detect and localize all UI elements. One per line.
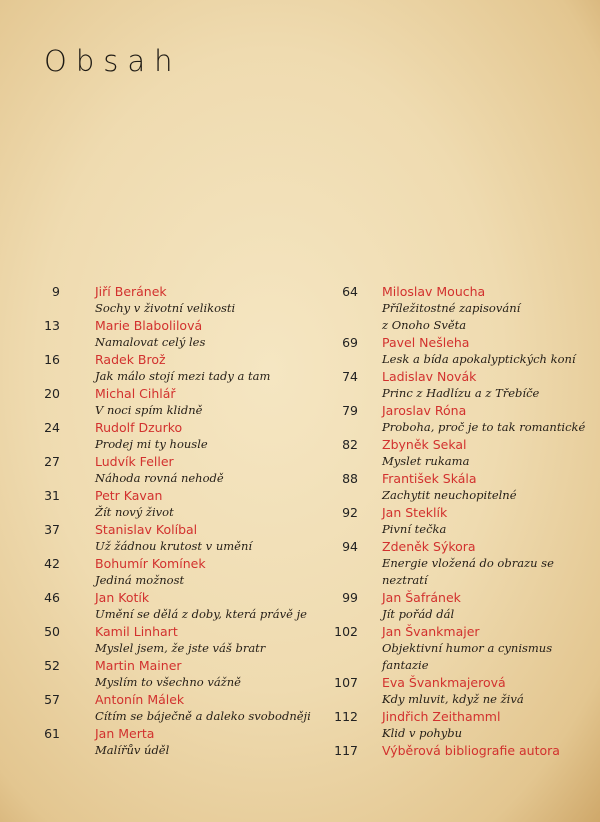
page-number: 24 <box>44 420 60 435</box>
page-number: 9 <box>52 284 60 299</box>
chapter-title: V noci spím klidně <box>95 403 203 417</box>
chapter-title: Namalovat celý les <box>95 335 206 349</box>
chapter-title: Myslím to všechno vážně <box>95 675 241 689</box>
page-number: 27 <box>44 454 60 469</box>
chapter-title: Myslet rukama <box>382 454 470 468</box>
author-name: Marie Blabolilová <box>95 318 203 333</box>
chapter-title: Myslel jsem, že jste váš bratr <box>95 641 266 655</box>
toc-entry[interactable] <box>320 674 600 708</box>
author-name: Jan Merta <box>95 726 155 741</box>
author-name: Petr Kavan <box>95 488 163 503</box>
chapter-title: Proboha, proč je to tak romantické <box>382 420 586 434</box>
chapter-title: Lesk a bída apokalyptických koní <box>382 352 576 366</box>
chapter-title: Prodej mi ty housle <box>95 437 208 451</box>
author-name: František Skála <box>382 471 477 486</box>
author-name: Jiří Beránek <box>95 284 167 299</box>
author-name: Bohumír Komínek <box>95 556 206 571</box>
chapter-title: fantazie <box>382 658 429 672</box>
toc-entry[interactable] <box>0 385 320 419</box>
chapter-title: Klid v pohybu <box>382 726 463 740</box>
page-number: 57 <box>44 692 60 707</box>
chapter-title: Sochy v životní velikosti <box>95 301 236 315</box>
page-number: 74 <box>342 369 358 384</box>
page-number: 46 <box>44 590 60 605</box>
author-name: Rudolf Dzurko <box>95 420 183 435</box>
toc-entry[interactable] <box>0 521 320 555</box>
toc-column-left <box>0 283 320 759</box>
page-number: 69 <box>342 335 358 350</box>
author-name: Antonín Málek <box>95 692 185 707</box>
toc-entry[interactable] <box>320 283 600 334</box>
chapter-title: Objektivní humor a cynismus <box>382 641 553 655</box>
toc-entry[interactable] <box>320 623 600 674</box>
toc-entry[interactable] <box>320 504 600 538</box>
toc-entry[interactable] <box>320 742 600 759</box>
chapter-title: neztratí <box>382 573 428 587</box>
chapter-title: Umění se dělá z doby, která právě je <box>95 607 307 621</box>
toc-column-right <box>320 283 600 759</box>
page-number: 13 <box>44 318 60 333</box>
author-name: Kamil Linhart <box>95 624 178 639</box>
toc-entry[interactable] <box>320 538 600 589</box>
chapter-title: z Onoho Světa <box>382 318 467 332</box>
chapter-title: Pivní tečka <box>382 522 447 536</box>
page-number: 82 <box>342 437 358 452</box>
author-name: Michal Cihlář <box>95 386 176 401</box>
toc-entry[interactable] <box>320 368 600 402</box>
author-name: Jan Šafránek <box>382 590 461 605</box>
page-number: 52 <box>44 658 60 673</box>
page-number: 117 <box>334 743 358 758</box>
chapter-title: Jediná možnost <box>95 573 185 587</box>
toc-entry[interactable] <box>320 402 600 436</box>
page-number: 37 <box>44 522 60 537</box>
chapter-title: Příležitostné zapisování <box>382 301 521 315</box>
author-name: Jan Švankmajer <box>382 624 480 639</box>
chapter-title: Zachytit neuchopitelné <box>382 488 517 502</box>
page-number: 79 <box>342 403 358 418</box>
page-number: 31 <box>44 488 60 503</box>
author-name: Eva Švankmajerová <box>382 675 506 690</box>
toc-entry[interactable] <box>0 351 320 385</box>
author-name: Ludvík Feller <box>95 454 174 469</box>
page-number: 99 <box>342 590 358 605</box>
page-number: 42 <box>44 556 60 571</box>
toc-entry[interactable] <box>320 334 600 368</box>
page-number: 92 <box>342 505 358 520</box>
chapter-title: Jít pořád dál <box>382 607 455 621</box>
page-title: Obsah <box>44 44 182 78</box>
chapter-title: Jak málo stojí mezi tady a tam <box>95 369 271 383</box>
toc-entry[interactable] <box>0 283 320 317</box>
chapter-title: Náhoda rovná nehodě <box>95 471 224 485</box>
author-name: Jan Steklík <box>382 505 448 520</box>
page-number: 94 <box>342 539 358 554</box>
page-number: 16 <box>44 352 60 367</box>
toc-entry[interactable] <box>0 623 320 657</box>
page-number: 64 <box>342 284 358 299</box>
toc-entry[interactable] <box>0 589 320 623</box>
author-name: Pavel Nešleha <box>382 335 470 350</box>
toc-entry[interactable] <box>0 419 320 453</box>
toc-entry[interactable] <box>0 487 320 521</box>
toc-entry[interactable] <box>0 317 320 351</box>
author-name: Radek Brož <box>95 352 166 367</box>
author-name: Jaroslav Róna <box>382 403 467 418</box>
page-number: 107 <box>334 675 358 690</box>
chapter-title: Žít nový život <box>95 505 174 519</box>
chapter-title: Už žádnou krutost v umění <box>95 539 253 553</box>
author-name: Stanislav Kolíbal <box>95 522 198 537</box>
chapter-title: Princ z Hadlízu a z Třebíče <box>382 386 540 400</box>
author-name: Zbyněk Sekal <box>382 437 467 452</box>
author-name: Zdeněk Sýkora <box>382 539 476 554</box>
page-number: 102 <box>334 624 358 639</box>
author-name: Jindřich Zeithamml <box>382 709 501 724</box>
chapter-title: Energie vložená do obrazu se <box>382 556 554 570</box>
chapter-title: Kdy mluvit, když ne živá <box>382 692 524 706</box>
author-name: Jan Kotík <box>95 590 150 605</box>
page-number: 88 <box>342 471 358 486</box>
toc-entry[interactable] <box>320 708 600 742</box>
page-number: 20 <box>44 386 60 401</box>
chapter-title: Malířův úděl <box>95 743 170 757</box>
toc-entry[interactable] <box>0 453 320 487</box>
author-name: Ladislav Novák <box>382 369 477 384</box>
chapter-title: Cítím se báječně a daleko svobodněji <box>95 709 311 723</box>
toc-entry[interactable] <box>0 691 320 725</box>
author-name: Miloslav Moucha <box>382 284 486 299</box>
toc-entry[interactable] <box>0 555 320 589</box>
toc-entry[interactable] <box>320 436 600 470</box>
page-number: 50 <box>44 624 60 639</box>
author-name: Martin Mainer <box>95 658 182 673</box>
page-number: 61 <box>44 726 60 741</box>
toc-entry[interactable] <box>320 589 600 623</box>
toc-entry[interactable] <box>320 470 600 504</box>
page-number: 112 <box>334 709 358 724</box>
author-name: Výběrová bibliografie autora <box>382 743 560 758</box>
toc-entry[interactable] <box>0 657 320 691</box>
toc-entry[interactable] <box>0 725 320 759</box>
